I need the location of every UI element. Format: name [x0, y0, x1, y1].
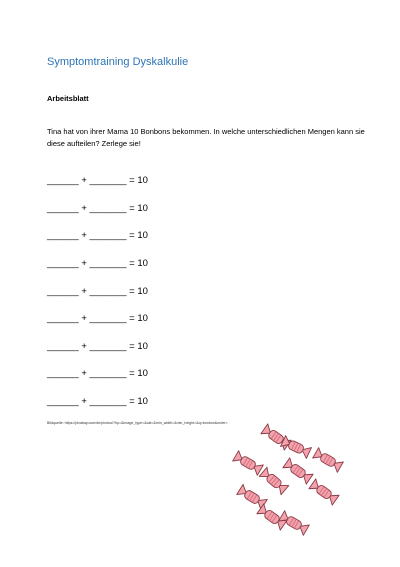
equation-line: ______ + _______ = 10 [47, 286, 148, 297]
task-text: Tina hat von ihrer Mama 10 Bonbons bekommen. In welche unterschiedlichen Mengen kann sie diese aufteilen? Zerlege sie! [47, 127, 365, 148]
candy-icon [307, 476, 342, 508]
equation-line: ______ + _______ = 10 [47, 341, 148, 352]
equation-line: ______ + _______ = 10 [47, 203, 148, 214]
equation-line: ______ + _______ = 10 [47, 313, 148, 324]
candy-icon [279, 433, 314, 462]
equation-line: ______ + _______ = 10 [47, 175, 148, 186]
equation-line: ______ + _______ = 10 [47, 230, 148, 241]
equation-line: ______ + _______ = 10 [47, 258, 148, 269]
image-source: Bildquelle: https://pixabay.com/de/photos/?hp=&image_type=&cat=&min_width=&min_height=&q=bonbon&order= [47, 421, 228, 425]
candy-icon [311, 445, 346, 476]
document-title: Symptomtraining Dyskalkulie [47, 56, 189, 68]
candy-icon [277, 508, 312, 539]
equation-line: ______ + _______ = 10 [47, 396, 148, 407]
equation-line: ______ + _______ = 10 [47, 368, 148, 379]
worksheet-label: Arbeitsblatt [47, 94, 89, 103]
